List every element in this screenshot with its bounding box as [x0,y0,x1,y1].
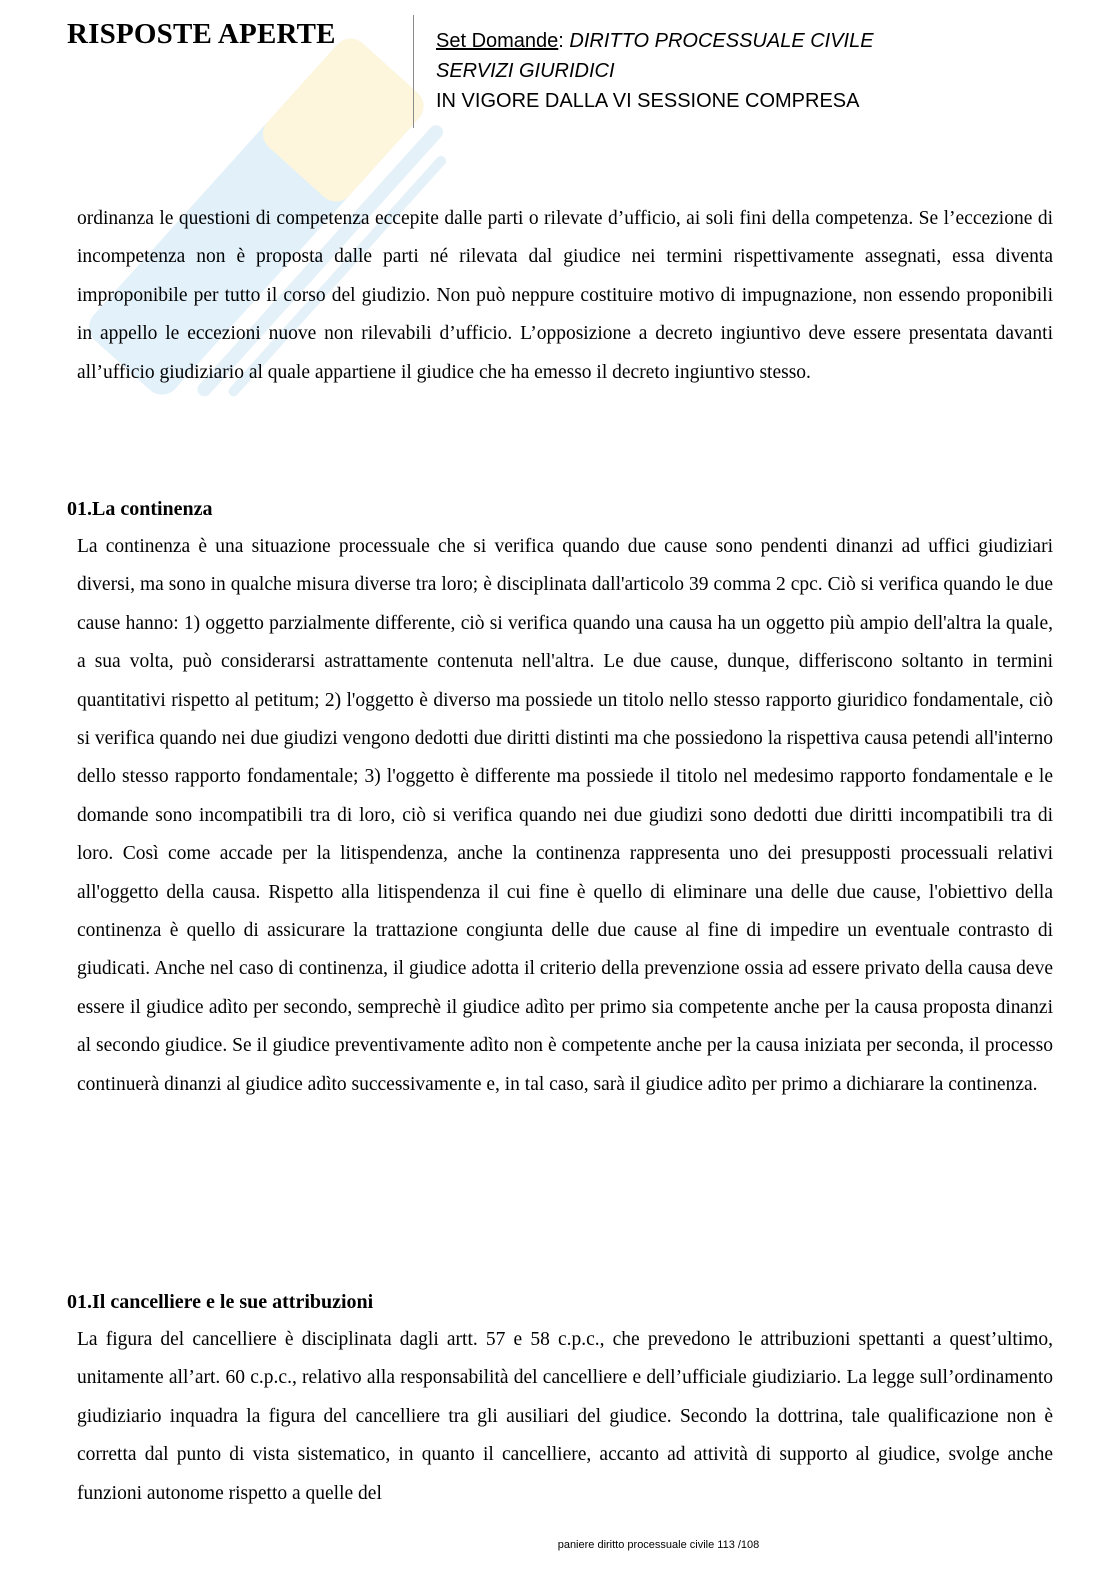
header-meta [436,26,874,116]
page-footer [0,1539,1117,1551]
section-paragraph: La figura del cancelliere è disciplinata dagli artt. 57 e 58 c.p.c., che prevedono le attribuzioni spettanti a quest’ultimo, unitamente all’art. 60 c.p.c., relativo alla responsabilità del cancelliere e dell’ufficiale giudiziario. La legge sull’ordinamento giudiziario inquadra la figura del cancelliere tra gli ausiliari del giudice. Secondo la dottrina, tale qualificazione non è corretta dal punto di vista sistematico, in quanto il cancelliere, accanto ad attività di supporto al giudice, svolge anche funzioni autonome rispetto a quelle del [77,1329,1053,1504]
header-divider [413,15,414,128]
section-body-continenza [77,528,1053,1104]
header-subject-line [436,26,874,56]
subject: DIRITTO PROCESSUALE CIVILE [569,30,874,52]
section-heading-cancelliere: 01.Il cancelliere e le sue attribuzioni [67,1291,374,1313]
document-title: RISPOSTE APERTE [67,18,336,50]
category: SERVIZI GIURIDICI [436,60,615,82]
section-heading-continenza: 01.La continenza [67,498,213,520]
set-separator: : [558,30,570,52]
validity: IN VIGORE DALLA VI SESSIONE COMPRESA [436,90,860,112]
intro-paragraph: ordinanza le questioni di competenza eccepite dalle parti o rilevate d’ufficio, ai soli fini della competenza. Se l’eccezione di incompetenza non è proposta dalle parti né rilevata dal giudice nei termini rispettivamente assegnati, essa diventa improponibile per tutto il corso del giudizio. Non può neppure costituire motivo di impugnazione, non essendo proponibili in appello le eccezioni nuove non rilevabili d’ufficio. L’opposizione a decreto ingiuntivo deve essere presentata davanti all’ufficio giudiziario al quale appartiene il giudice che ha emesso il decreto ingiuntivo stesso. [77,208,1053,383]
section-body-cancelliere [77,1321,1053,1513]
section-paragraph: La continenza è una situazione processuale che si verifica quando due cause sono pendenti dinanzi ad uffici giudiziari diversi, ma sono in qualche misura diverse tra loro; è disciplinata dall'articolo 39 comma 2 cpc. Ciò si verifica quando le due cause hanno: 1) oggetto parzialmente differente, ciò si verifica quando una causa ha un oggetto più ampio dell'altra la quale, a sua volta, può considerarsi astrattamente contenuta nell'altra. Le due cause, dunque, differiscono soltanto in termini quantitativi rispetto al petitum; 2) l'oggetto è diverso ma possiede un titolo nello stesso rapporto giuridico fondamentale, ciò si verifica quando nei due giudizi vengono dedotti due diritti distinti ma che possiedono la rispettiva causa petendi all'interno dello stesso rapporto fondamentale; 3) l'oggetto è differente ma possiede il titolo nel medesimo rapporto fondamentale e le domande sono incompatibili tra di loro, ciò si verifica quando nei due giudizi sono dedotti due diritti incompatibili tra di loro. Così come accade per la litispendenza, anche la continenza rappresenta uno dei presupposti processuali relativi all'oggetto della causa. Rispetto alla litispendenza il cui fine è quello di eliminare una delle due cause, l'obiettivo della continenza è quello di assicurare la trattazione congiunta delle due cause al fine di impedire un eventuale contrasto di giudicati. Anche nel caso di continenza, il giudice adotta il criterio della prevenzione ossia ad essere privato della causa deve essere il giudice adìto per secondo, semprechè il giudice adìto per primo sia competente anche per la causa proposta dinanzi al secondo giudice. Se il giudice preventivamente adìto non è competente anche per la causa iniziata per seconda, il processo continuerà dinanzi al giudice adìto successivamente e, in tal caso, sarà il giudice adìto per primo a dichiarare la continenza. [77,536,1053,1095]
footer-text: paniere diritto processuale civile 113 /108 [557,1539,760,1551]
intro-paragraph-block [77,200,1053,392]
set-label: Set Domande [436,30,559,52]
